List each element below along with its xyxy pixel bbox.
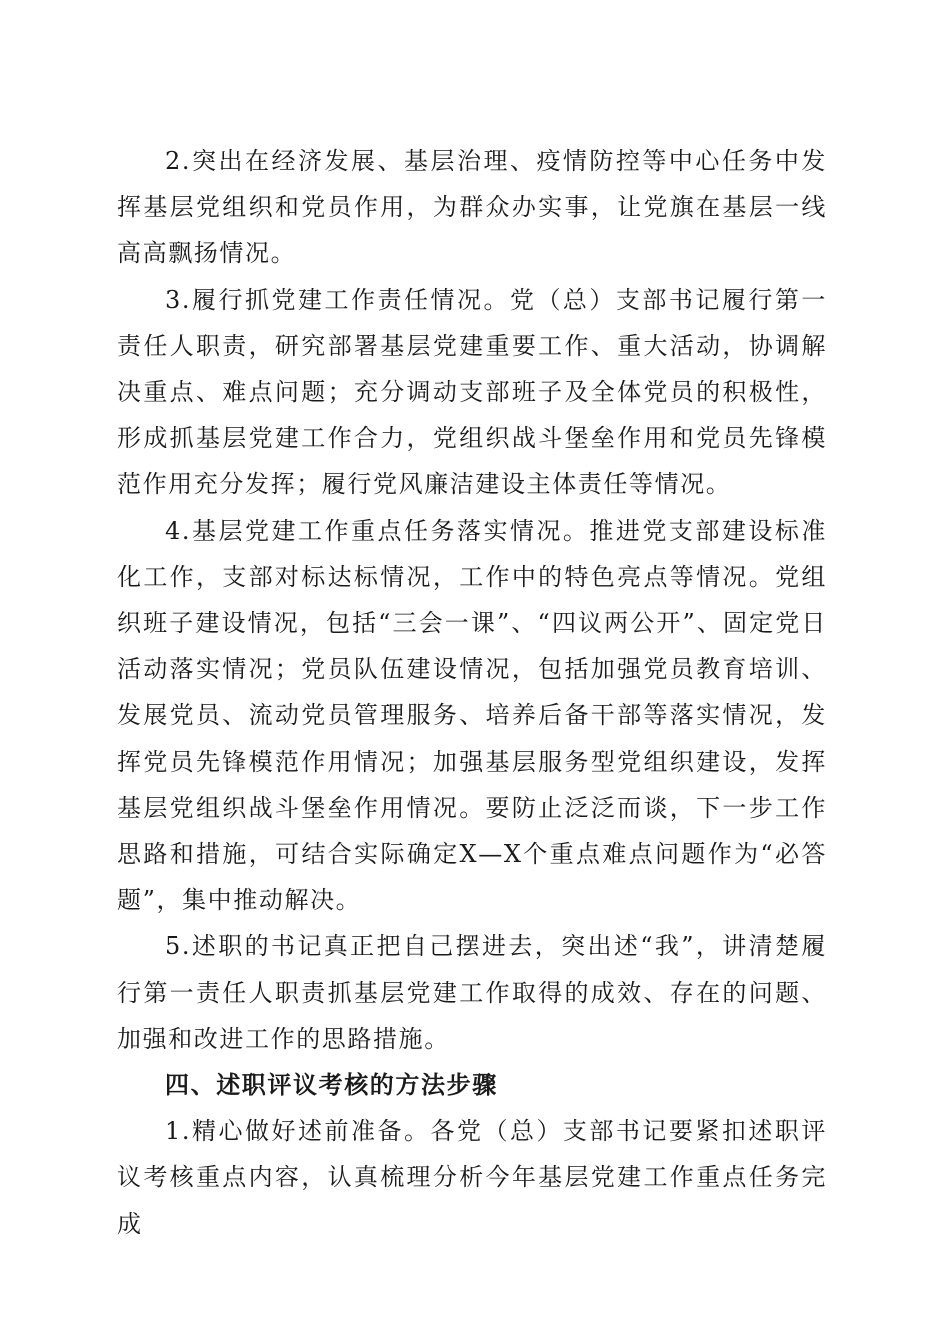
paragraph-item-2: 2.突出在经济发展、基层治理、疫情防控等中心任务中发挥基层党组织和党员作用，为群众办实事，让党旗在基层一线高高飘扬情况。 bbox=[117, 147, 827, 268]
paragraph-item-final: 1.精心做好述前准备。各党（总）支部书记要紧扣述职评议考核重点内容，认真梳理分析今年基层党建工作重点任务完成 bbox=[117, 1117, 827, 1238]
document-body bbox=[117, 138, 827, 1247]
section-heading: 四、述职评议考核的方法步骤 bbox=[165, 1071, 498, 1100]
paragraph-item-4: 4.基层党建工作重点任务落实情况。推进党支部建设标准化工作，支部对标达标情况，工作中的特色亮点等情况。党组织班子建设情况，包括“三会一课”、“四议两公开”、固定党日活动落实情况；党员队伍建设情况，包括加强党员教育培训、发展党员、流动党员管理服务、培养后备干部等落实情况，发挥党员先锋模范作用情况；加强基层服务型党组织建设，发挥基层党组织战斗堡垒作用情况。要防止泛泛而谈，下一步工作思路和措施，可结合实际确定X—X个重点难点问题作为“必答题”，集中推动解决。 bbox=[117, 516, 827, 915]
paragraph-item-5: 5.述职的书记真正把自己摆进去，突出述“我”，讲清楚履行第一责任人职责抓基层党建工作取得的成效、存在的问题、加强和改进工作的思路措施。 bbox=[117, 932, 827, 1053]
paragraph-item-3: 3.履行抓党建工作责任情况。党（总）支部书记履行第一责任人职责，研究部署基层党建重要工作、重大活动，协调解决重点、难点问题；充分调动支部班子及全体党员的积极性，形成抓基层党建工作合力，党组织战斗堡垒作用和党员先锋模范作用充分发挥；履行党风廉洁建设主体责任等情况。 bbox=[117, 285, 827, 499]
